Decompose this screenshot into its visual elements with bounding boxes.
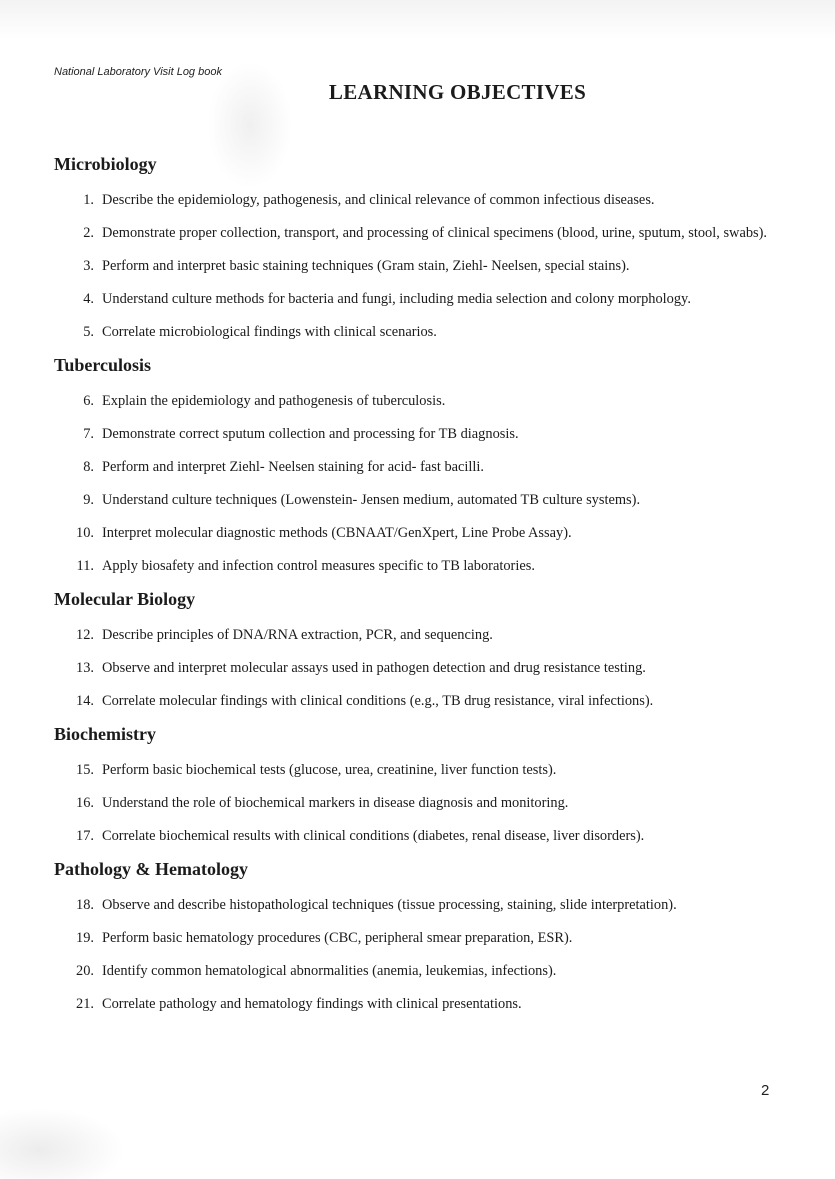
section-pathology-hematology — [54, 859, 774, 1015]
objective-item — [54, 960, 774, 982]
section-tuberculosis — [54, 355, 774, 577]
objective-number: 4. — [83, 291, 94, 307]
objective-number: 13. — [76, 660, 94, 676]
section-heading: Tuberculosis — [54, 355, 152, 375]
objective-item — [54, 759, 774, 781]
objective-text: Identify common hematological abnormalities (anemia, leukemias, infections). — [102, 963, 557, 979]
objective-item — [54, 657, 774, 679]
objective-number: 15. — [76, 762, 94, 778]
objective-item — [54, 321, 774, 343]
objective-number: 19. — [76, 930, 94, 946]
objective-text: Describe the epidemiology, pathogenesis, and clinical relevance of common infectious diseases. — [102, 192, 655, 208]
objective-list — [54, 624, 774, 712]
objective-item — [54, 522, 774, 544]
objective-item — [54, 894, 774, 916]
section-biochemistry — [54, 724, 774, 847]
objective-item — [54, 993, 774, 1015]
objective-item — [54, 222, 774, 244]
objective-number: 6. — [83, 393, 94, 409]
objective-number: 9. — [83, 492, 94, 508]
objective-number: 8. — [83, 459, 94, 475]
section-heading: Biochemistry — [54, 724, 156, 744]
objective-list — [54, 894, 774, 1015]
objective-item — [54, 456, 774, 478]
objective-number: 1. — [83, 192, 94, 208]
objective-text: Demonstrate correct sputum collection and processing for TB diagnosis. — [102, 426, 519, 442]
objective-number: 5. — [83, 324, 94, 340]
objective-item — [54, 390, 774, 412]
objective-text: Perform and interpret basic staining techniques (Gram stain, Ziehl- Neelsen, special stains). — [102, 258, 630, 274]
objective-item — [54, 690, 774, 712]
objective-item — [54, 288, 774, 310]
objective-number: 7. — [83, 426, 94, 442]
objective-item — [54, 255, 774, 277]
objective-text: Correlate biochemical results with clinical conditions (diabetes, renal disease, liver disorders). — [102, 828, 645, 844]
running-header: National Laboratory Visit Log book — [54, 66, 222, 78]
objective-text: Observe and interpret molecular assays used in pathogen detection and drug resistance testing. — [102, 660, 646, 676]
objective-number: 10. — [76, 525, 94, 541]
objective-text: Understand culture methods for bacteria and fungi, including media selection and colony morphology. — [102, 291, 691, 307]
objective-item — [54, 555, 774, 577]
objective-text: Perform basic hematology procedures (CBC, peripheral smear preparation, ESR). — [102, 930, 573, 946]
objective-item — [54, 189, 774, 211]
objective-text: Perform basic biochemical tests (glucose, urea, creatinine, liver function tests). — [102, 762, 557, 778]
objectives-content — [54, 154, 774, 1027]
objective-item — [54, 927, 774, 949]
objective-text: Observe and describe histopathological techniques (tissue processing, staining, slide interpretation). — [102, 897, 677, 913]
section-heading: Molecular Biology — [54, 589, 196, 609]
objective-text: Correlate pathology and hematology findings with clinical presentations. — [102, 996, 522, 1012]
objective-text: Correlate molecular findings with clinical conditions (e.g., TB drug resistance, viral infections). — [102, 693, 654, 709]
objective-number: 11. — [76, 558, 94, 574]
objective-text: Describe principles of DNA/RNA extraction, PCR, and sequencing. — [102, 627, 493, 643]
objective-list — [54, 189, 774, 343]
objective-number: 3. — [83, 258, 94, 274]
objective-number: 21. — [76, 996, 94, 1012]
objective-text: Perform and interpret Ziehl- Neelsen staining for acid- fast bacilli. — [102, 459, 485, 475]
objective-text: Interpret molecular diagnostic methods (CBNAAT/GenXpert, Line Probe Assay). — [102, 525, 572, 541]
objective-number: 16. — [76, 795, 94, 811]
page-title: LEARNING OBJECTIVES — [328, 80, 587, 104]
section-heading: Pathology & Hematology — [54, 859, 248, 879]
page-number: 2 — [761, 1082, 770, 1099]
objective-number: 2. — [83, 225, 94, 241]
objective-number: 12. — [76, 627, 94, 643]
objective-text: Correlate microbiological findings with clinical scenarios. — [102, 324, 437, 340]
section-molecular-biology — [54, 589, 774, 712]
objective-number: 18. — [76, 897, 94, 913]
objective-number: 17. — [76, 828, 94, 844]
section-heading: Microbiology — [54, 154, 157, 174]
objective-item — [54, 792, 774, 814]
objective-text: Demonstrate proper collection, transport, and processing of clinical specimens (blood, urine, sputum, stool, swabs). — [102, 225, 768, 241]
objective-item — [54, 423, 774, 445]
objective-number: 20. — [76, 963, 94, 979]
objective-number: 14. — [76, 693, 94, 709]
objective-item — [54, 825, 774, 847]
objective-item — [54, 489, 774, 511]
objective-text: Apply biosafety and infection control measures specific to TB laboratories. — [102, 558, 535, 574]
section-microbiology — [54, 154, 774, 343]
objective-list — [54, 759, 774, 847]
objective-text: Understand culture techniques (Lowenstein- Jensen medium, automated TB culture systems). — [102, 492, 641, 508]
objective-text: Understand the role of biochemical markers in disease diagnosis and monitoring. — [102, 795, 569, 811]
objective-item — [54, 624, 774, 646]
objective-list — [54, 390, 774, 577]
objective-text: Explain the epidemiology and pathogenesis of tuberculosis. — [102, 393, 446, 409]
